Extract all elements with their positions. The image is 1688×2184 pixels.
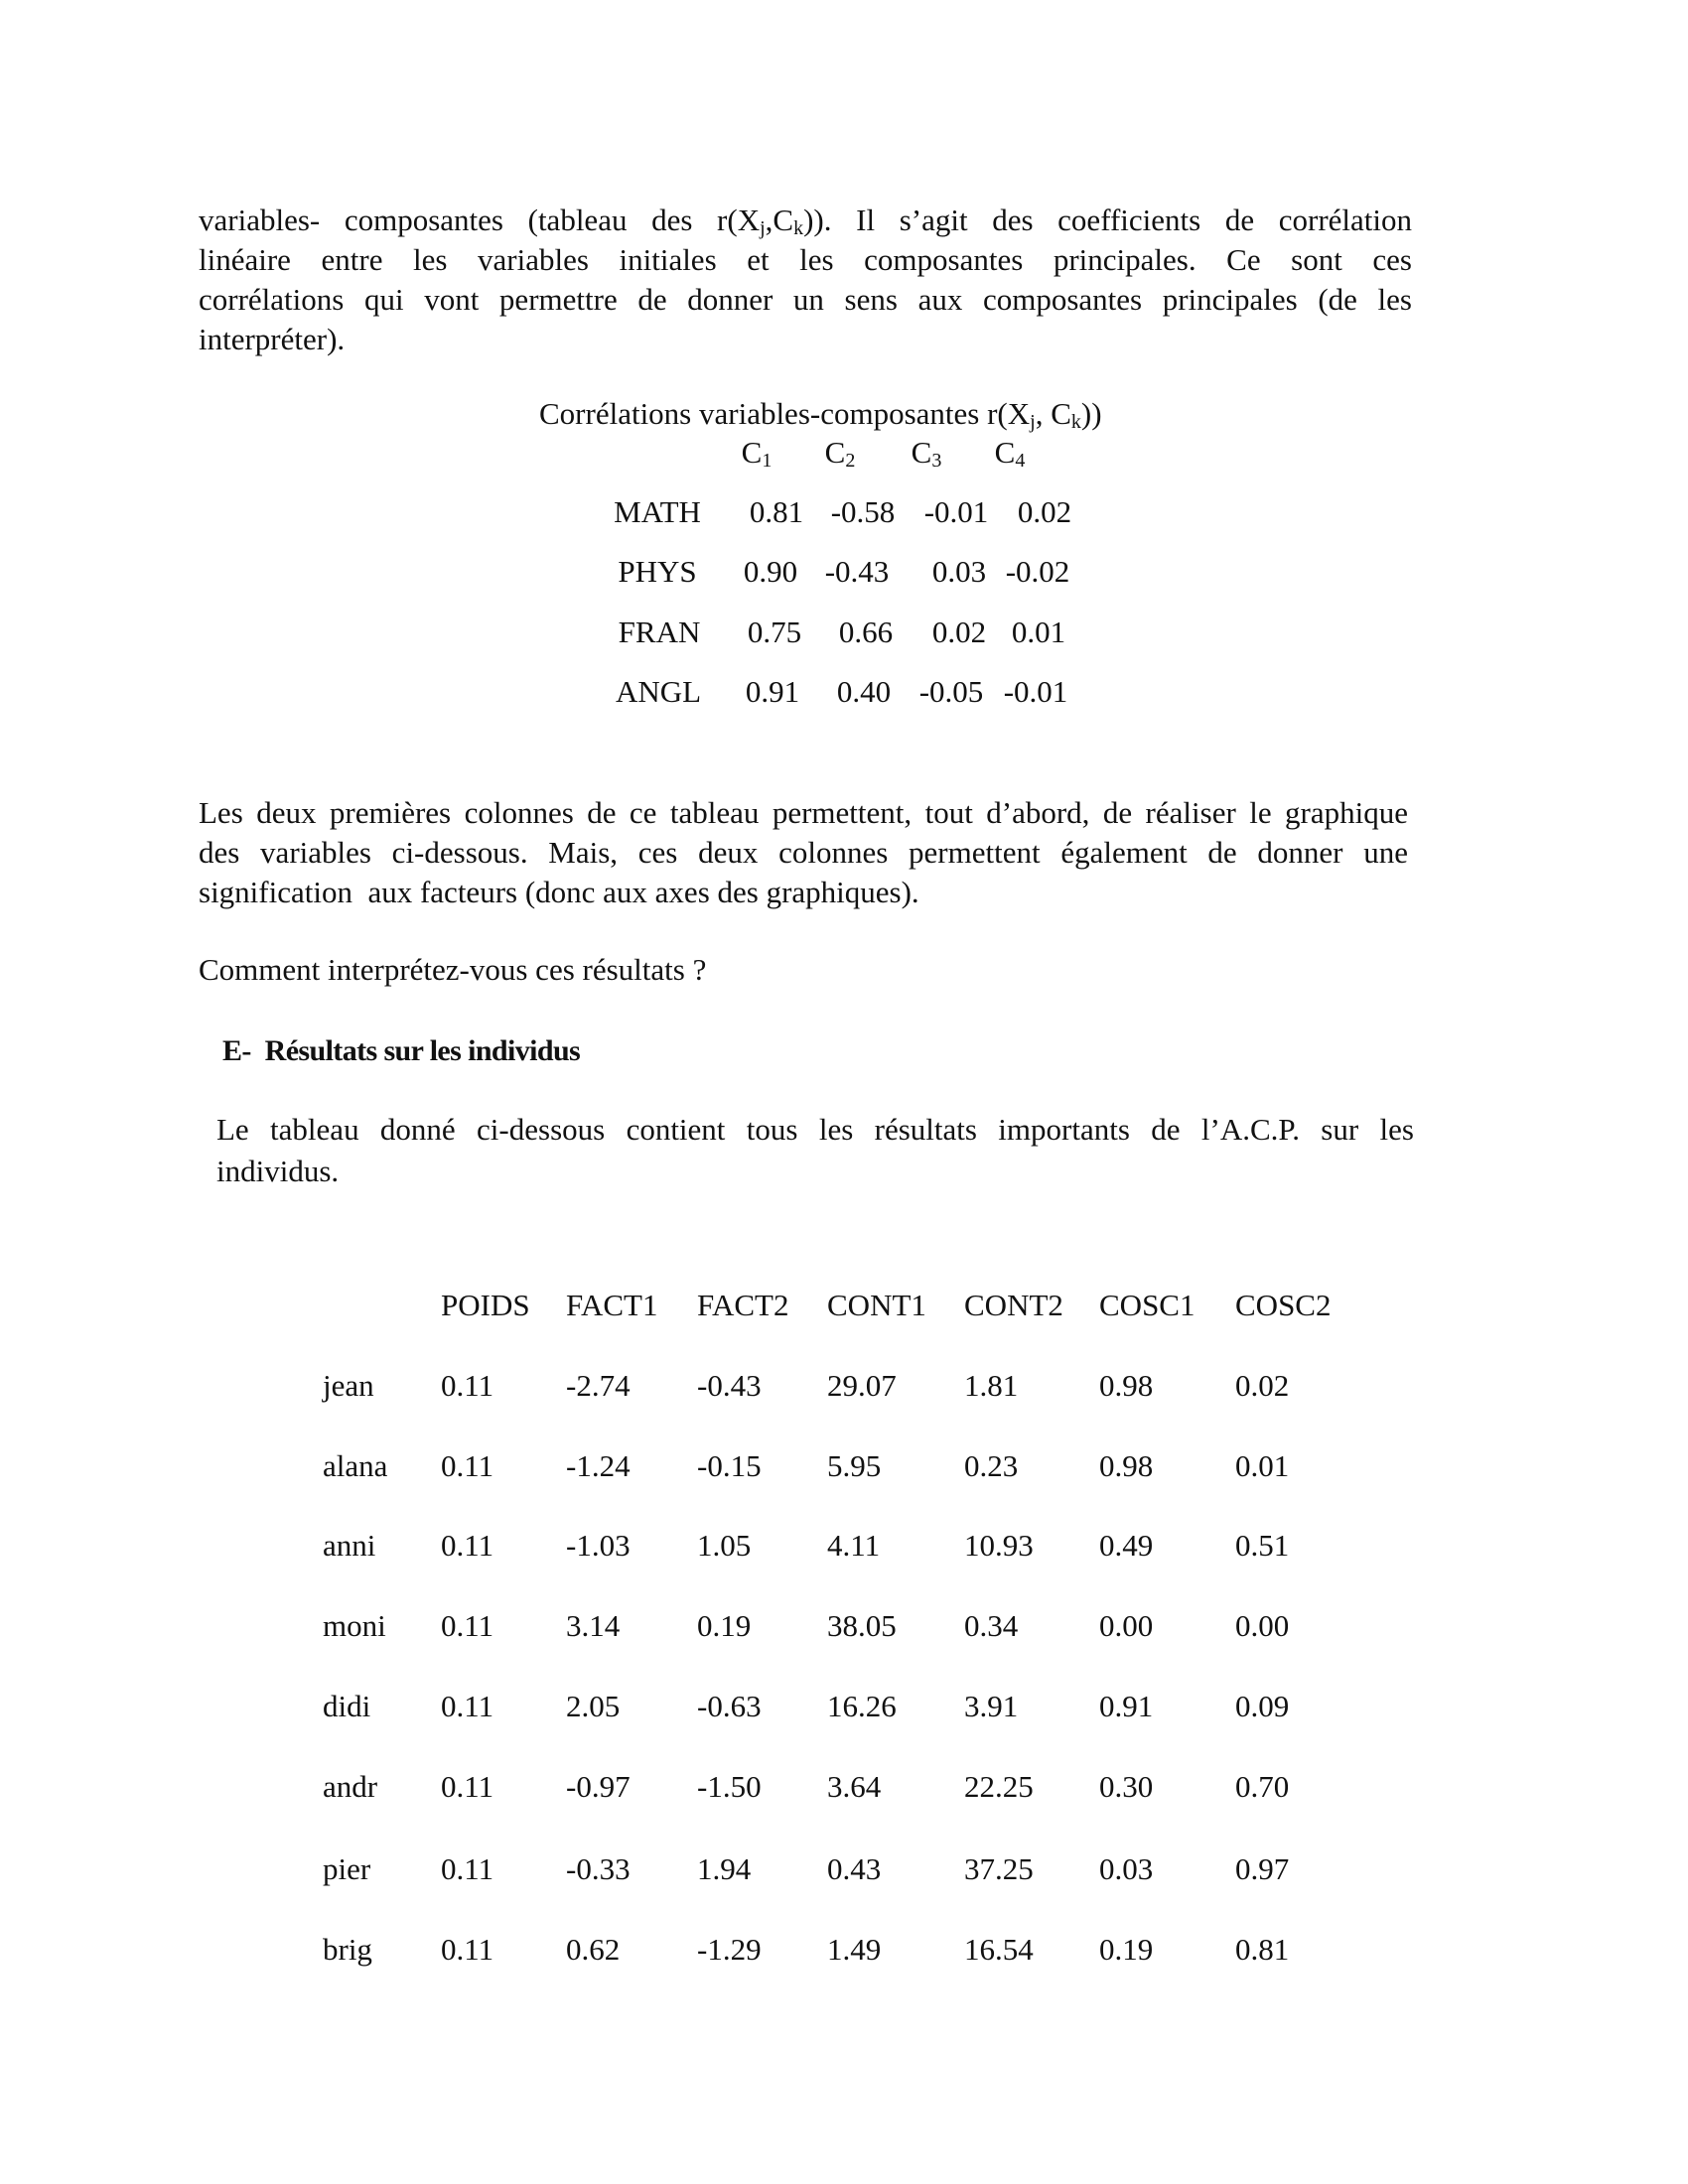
header-subscript: 3 — [931, 450, 942, 472]
table-cell: 0.70 — [1235, 1769, 1290, 1804]
table-cell: 0.43 — [827, 1851, 882, 1886]
third-line-2: individus. — [216, 1154, 340, 1188]
table-cell: 0.00 — [1099, 1608, 1154, 1643]
text-fragment: Corrélations variables-composantes r(X — [539, 396, 1031, 431]
table-cell: 22.25 — [964, 1769, 1034, 1804]
table-cell: 0.03 — [931, 554, 987, 589]
table-cell: 16.26 — [827, 1689, 897, 1723]
table-cell: 0.03 — [1099, 1851, 1154, 1886]
table-cell: 0.66 — [838, 614, 894, 649]
individual-name: didi — [323, 1689, 371, 1723]
header-base: C — [741, 435, 763, 470]
table-cell: -0.01 — [923, 494, 989, 529]
table-cell: 0.02 — [1235, 1368, 1290, 1403]
table-cell: 0.81 — [749, 494, 804, 529]
table-cell: 0.91 — [1099, 1689, 1154, 1723]
table-cell: 0.34 — [964, 1608, 1019, 1643]
row-label: FRAN — [618, 614, 701, 649]
table-cell: 0.81 — [1235, 1932, 1290, 1967]
header-base: C — [824, 435, 846, 470]
text-fragment: , C — [1035, 396, 1071, 431]
table-cell: -0.15 — [697, 1448, 762, 1483]
subscript-j: j — [1030, 411, 1036, 433]
table-cell: 0.75 — [747, 614, 802, 649]
individual-name: andr — [323, 1769, 378, 1804]
table-cell: 0.97 — [1235, 1851, 1290, 1886]
table-cell: 0.11 — [441, 1528, 494, 1563]
table-cell: 0.11 — [441, 1932, 494, 1967]
column-header-fact1: FACT1 — [566, 1288, 658, 1322]
table-cell: 16.54 — [964, 1932, 1034, 1967]
column-header-cont1: CONT1 — [827, 1288, 926, 1322]
table-cell: -1.29 — [697, 1932, 762, 1967]
table-cell: -0.33 — [566, 1851, 631, 1886]
table-cell: 0.11 — [441, 1769, 494, 1804]
third-paragraph — [216, 1109, 1414, 1192]
row-label: ANGL — [615, 674, 702, 709]
individual-name: jean — [323, 1368, 374, 1403]
header-subscript: 2 — [845, 450, 856, 472]
table-cell: 3.64 — [827, 1769, 882, 1804]
table-cell: 29.07 — [827, 1368, 897, 1403]
table-cell: 0.02 — [1017, 494, 1072, 529]
table-cell: 1.94 — [697, 1851, 752, 1886]
table-cell: -0.02 — [1005, 554, 1070, 589]
third-line-1: Le tableau donné ci-dessous contient tous les résultats importants de l’A.C.P. sur les — [216, 1112, 1414, 1147]
section-number: E- — [222, 1034, 251, 1067]
table-cell: 2.05 — [566, 1689, 621, 1723]
table-cell: 0.91 — [745, 674, 800, 709]
individual-name: alana — [323, 1448, 388, 1483]
text-fragment: )) — [1080, 396, 1102, 431]
row-label: PHYS — [618, 554, 697, 589]
intro-line-2: linéaire entre les variables initiales et les composantes principales. Ce sont ces — [199, 242, 1412, 277]
table-cell: 0.23 — [964, 1448, 1019, 1483]
table-cell: -1.24 — [566, 1448, 631, 1483]
column-header-cosc2: COSC2 — [1235, 1288, 1332, 1322]
section-title: Résultats sur les individus — [264, 1034, 581, 1067]
table-cell: 0.49 — [1099, 1528, 1154, 1563]
column-header-fact2: FACT2 — [697, 1288, 789, 1322]
table-cell: -0.63 — [697, 1689, 762, 1723]
column-header-cont2: CONT2 — [964, 1288, 1063, 1322]
table-cell: 0.02 — [931, 614, 987, 649]
table-cell: 0.11 — [441, 1608, 494, 1643]
individual-name: pier — [323, 1851, 371, 1886]
table-cell: 1.81 — [964, 1368, 1019, 1403]
table-cell: 38.05 — [827, 1608, 897, 1643]
second-line-1: Les deux premières colonnes de ce tableau permettent, tout d’abord, de réaliser le graphique — [199, 795, 1408, 830]
question-text: Comment interprétez-vous ces résultats ? — [199, 952, 707, 987]
table-cell: 0.11 — [441, 1851, 494, 1886]
table-cell: 37.25 — [964, 1851, 1034, 1886]
table-cell: -2.74 — [566, 1368, 631, 1403]
table-cell: -0.97 — [566, 1769, 631, 1804]
table-cell: 1.49 — [827, 1932, 882, 1967]
table-cell: 0.01 — [1011, 614, 1066, 649]
second-line-3: signification aux facteurs (donc aux axes des graphiques). — [199, 875, 919, 909]
text-fragment: variables- composantes (tableau des r(X — [199, 203, 761, 237]
table-cell: 0.98 — [1099, 1448, 1154, 1483]
second-paragraph — [199, 793, 1408, 912]
table-cell: 0.98 — [1099, 1368, 1154, 1403]
individual-name: anni — [323, 1528, 376, 1563]
table-cell: 0.19 — [1099, 1932, 1154, 1967]
intro-line-4: interpréter). — [199, 322, 346, 356]
header-base: C — [911, 435, 932, 470]
column-header-c2 — [825, 435, 856, 471]
table-cell: 0.11 — [441, 1448, 494, 1483]
table-cell: 3.14 — [566, 1608, 621, 1643]
text-fragment: )). Il s’agit des coefficients de corrélation — [803, 203, 1413, 237]
table-cell: 5.95 — [827, 1448, 882, 1483]
table-cell: 0.09 — [1235, 1689, 1290, 1723]
subscript-j: j — [760, 217, 766, 239]
table-cell: 0.40 — [836, 674, 892, 709]
table-cell: -0.58 — [830, 494, 896, 529]
table-cell: -0.43 — [697, 1368, 762, 1403]
table-cell: 0.01 — [1235, 1448, 1290, 1483]
table-cell: 0.90 — [743, 554, 798, 589]
table-cell: 0.51 — [1235, 1528, 1290, 1563]
header-subscript: 1 — [762, 450, 773, 472]
correlation-table-title — [539, 396, 1102, 432]
column-header-c1 — [742, 435, 773, 471]
table-cell: -0.43 — [824, 554, 890, 589]
section-heading — [222, 1033, 580, 1069]
column-header-cosc1: COSC1 — [1099, 1288, 1196, 1322]
table-cell: 0.00 — [1235, 1608, 1290, 1643]
table-cell: 0.11 — [441, 1368, 494, 1403]
intro-line-1 — [199, 201, 1412, 240]
column-header-c3 — [912, 435, 942, 471]
table-cell: -1.50 — [697, 1769, 762, 1804]
table-cell: 1.05 — [697, 1528, 752, 1563]
column-header-poids: POIDS — [441, 1288, 530, 1322]
second-line-2: des variables ci-dessous. Mais, ces deux colonnes permettent également de donner une — [199, 835, 1408, 870]
text-fragment: ,C — [765, 203, 794, 237]
table-cell: -0.01 — [1003, 674, 1068, 709]
subscript-k: k — [1070, 411, 1081, 433]
intro-line-3: corrélations qui vont permettre de donner un sens aux composantes principales (de les — [199, 282, 1412, 317]
header-base: C — [994, 435, 1016, 470]
table-cell: 0.11 — [441, 1689, 494, 1723]
individual-name: moni — [323, 1608, 386, 1643]
column-header-c4 — [995, 435, 1026, 471]
table-cell: -0.05 — [918, 674, 984, 709]
table-cell: -1.03 — [566, 1528, 631, 1563]
table-cell: 4.11 — [827, 1528, 881, 1563]
subscript-k: k — [793, 217, 804, 239]
row-label: MATH — [614, 494, 701, 529]
table-cell: 3.91 — [964, 1689, 1019, 1723]
table-cell: 0.62 — [566, 1932, 621, 1967]
table-cell: 0.19 — [697, 1608, 752, 1643]
intro-paragraph — [199, 201, 1412, 359]
header-subscript: 4 — [1015, 450, 1026, 472]
table-cell: 10.93 — [964, 1528, 1034, 1563]
individual-name: brig — [323, 1932, 372, 1967]
table-cell: 0.30 — [1099, 1769, 1154, 1804]
